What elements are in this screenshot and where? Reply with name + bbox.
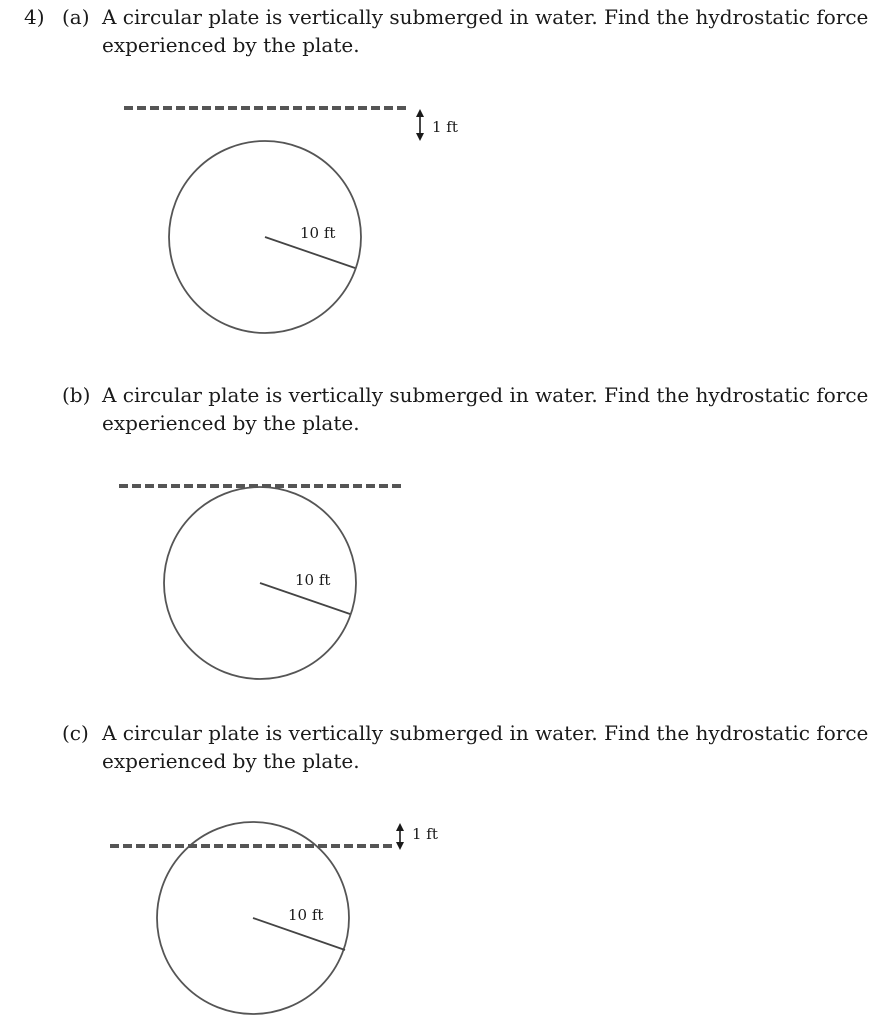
- part-b-line-2: experienced by the plate.: [102, 411, 360, 435]
- part-c-line-2: experienced by the plate.: [102, 749, 360, 773]
- radius-label-b: 10 ft: [295, 571, 331, 589]
- part-a-label: (a): [62, 5, 90, 29]
- problem-number: 4): [24, 5, 45, 29]
- figure-a: [124, 108, 458, 333]
- figure-b: [119, 486, 403, 679]
- part-b-question-text: A circular plate is vertically submerged in water. Find the hydrostatic force: [102, 383, 869, 407]
- part-b-label: (b): [62, 383, 91, 407]
- radius-label-a: 10 ft: [300, 224, 336, 242]
- depth-label-a: 1 ft: [432, 118, 458, 136]
- part-c-question-text: A circular plate is vertically submerged in water. Find the hydrostatic force: [102, 721, 869, 745]
- part-c-label: (c): [62, 721, 89, 745]
- figure-c: [110, 822, 438, 1014]
- radius-label-c: 10 ft: [288, 906, 324, 924]
- part-a-line-2: experienced by the plate.: [102, 33, 360, 57]
- depth-label-c: 1 ft: [412, 825, 438, 843]
- part-a-question-text: A circular plate is vertically submerged in water. Find the hydrostatic force: [102, 5, 869, 29]
